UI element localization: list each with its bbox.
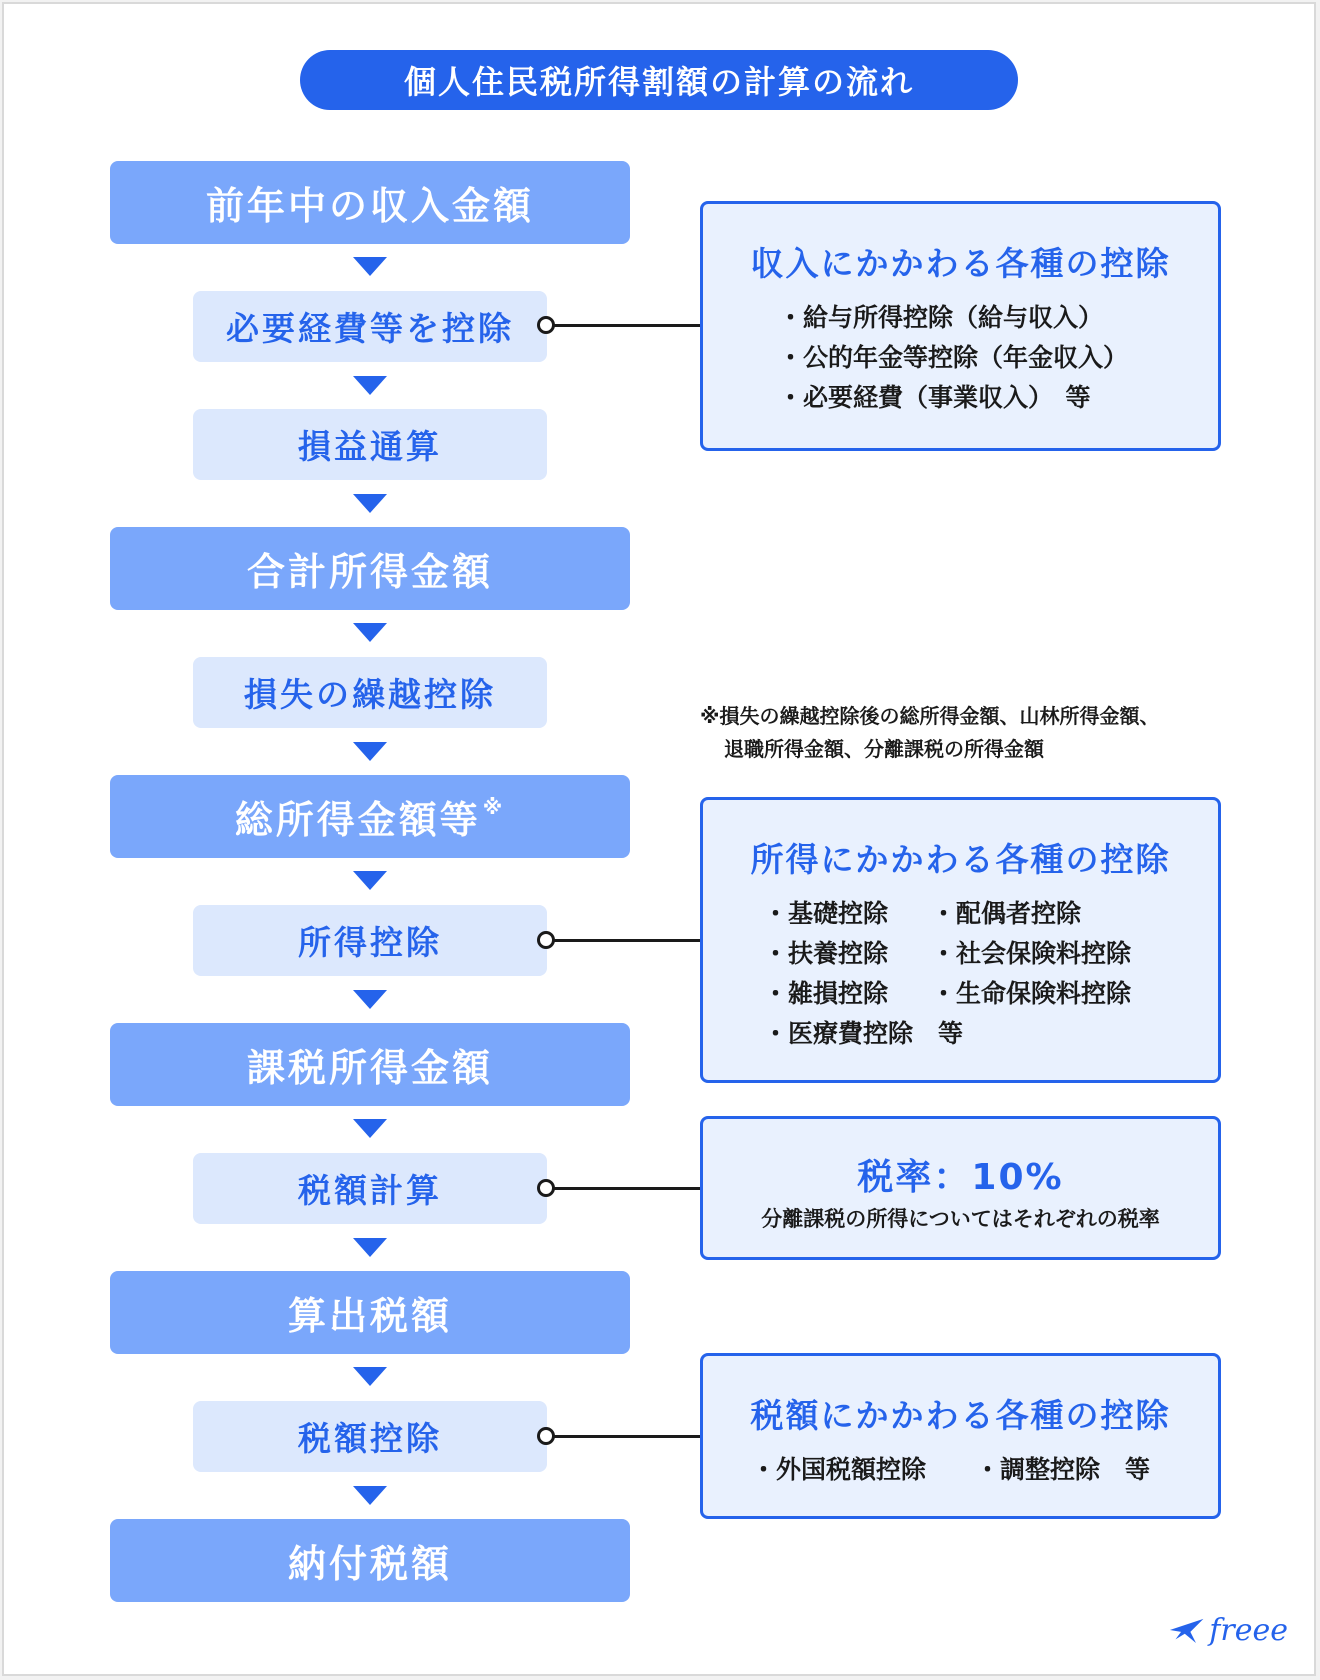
flow-arrow xyxy=(353,742,387,761)
step-gross-income-label: 総所得金額等 xyxy=(234,798,481,842)
bird-icon xyxy=(1168,1612,1205,1648)
footnote-line-2: 退職所得金額、分離課税の所得金額 xyxy=(724,737,1044,761)
step-total-income: 合計所得金額 xyxy=(110,527,630,610)
panel-tax-rate-subtitle: 分離課税の所得についてはそれぞれの税率 xyxy=(761,1207,1160,1231)
flow-arrow xyxy=(353,871,387,890)
list-item: ・公的年金等控除（年金収入） xyxy=(778,343,1129,372)
panel-tax-credits xyxy=(700,1353,1221,1519)
step-tax-payable: 納付税額 xyxy=(110,1519,630,1602)
flow-arrow xyxy=(353,376,387,395)
step-tax-credit: 税額控除 xyxy=(193,1401,547,1472)
connector-dot xyxy=(537,316,555,334)
connector-dot xyxy=(537,1179,555,1197)
connector-dot xyxy=(537,931,555,949)
flow-arrow xyxy=(353,494,387,513)
step-deduct-expenses: 必要経費等を控除 xyxy=(193,291,547,362)
panel-income-deductions-title: 収入にかかわる各種の控除 xyxy=(750,244,1171,283)
panel-income-deductions-list xyxy=(778,298,1128,418)
list-item: ・生命保険料控除 xyxy=(931,979,1132,1008)
panel-tax-rate xyxy=(700,1116,1221,1260)
panel-tax-credits-list xyxy=(751,1450,1150,1490)
flow-arrow xyxy=(353,257,387,276)
step-loss-carryforward: 損失の繰越控除 xyxy=(193,657,547,728)
list-item: ・給与所得控除（給与収入） xyxy=(778,303,1104,332)
panel-income-deductions xyxy=(700,201,1221,451)
list-item: ・外国税額控除 xyxy=(751,1455,927,1484)
list-item: ・医療費控除 等 xyxy=(763,1019,964,1048)
panel-tax-rate-title: 税率：10% xyxy=(857,1157,1064,1198)
panel-income-based-deductions-title: 所得にかかわる各種の控除 xyxy=(750,840,1171,879)
step-computed-tax: 算出税額 xyxy=(110,1271,630,1354)
flow-arrow xyxy=(353,1367,387,1386)
list-item: ・調整控除 等 xyxy=(975,1455,1151,1484)
freee-logo xyxy=(1168,1608,1288,1652)
note-mark: ※ xyxy=(482,794,506,819)
list-item: ・扶養控除 xyxy=(763,939,889,968)
flow-arrow xyxy=(353,1238,387,1257)
freee-logo-text: freee xyxy=(1209,1612,1288,1648)
list-item: ・雑損控除 xyxy=(763,979,889,1008)
list-item: ・必要経費（事業収入） 等 xyxy=(778,383,1091,412)
step-income-amount: 前年中の収入金額 xyxy=(110,161,630,244)
connector-line xyxy=(546,324,700,327)
flow-arrow xyxy=(353,623,387,642)
panel-income-based-deductions xyxy=(700,797,1221,1083)
footnote-line-1: ※損失の繰越控除後の総所得金額、山林所得金額、 xyxy=(700,704,1160,728)
footnote xyxy=(700,700,1159,766)
diagram-title: 個人住民税所得割額の計算の流れ xyxy=(300,50,1018,110)
list-item: ・基礎控除 xyxy=(763,899,889,928)
connector-line xyxy=(546,1435,700,1438)
step-gross-income xyxy=(110,775,630,858)
connector-line xyxy=(546,939,700,942)
panel-income-based-deductions-list xyxy=(763,894,1131,1054)
list-item: ・社会保険料控除 xyxy=(931,939,1132,968)
step-tax-calculation: 税額計算 xyxy=(193,1153,547,1224)
flow-arrow xyxy=(353,1486,387,1505)
connector-dot xyxy=(537,1427,555,1445)
list-item: ・配偶者控除 xyxy=(931,899,1082,928)
step-taxable-income: 課税所得金額 xyxy=(110,1023,630,1106)
flow-arrow xyxy=(353,1119,387,1138)
flow-arrow xyxy=(353,990,387,1009)
connector-line xyxy=(546,1187,700,1190)
step-loss-offset: 損益通算 xyxy=(193,409,547,480)
panel-tax-credits-title: 税額にかかわる各種の控除 xyxy=(750,1396,1171,1435)
step-income-deduction: 所得控除 xyxy=(193,905,547,976)
